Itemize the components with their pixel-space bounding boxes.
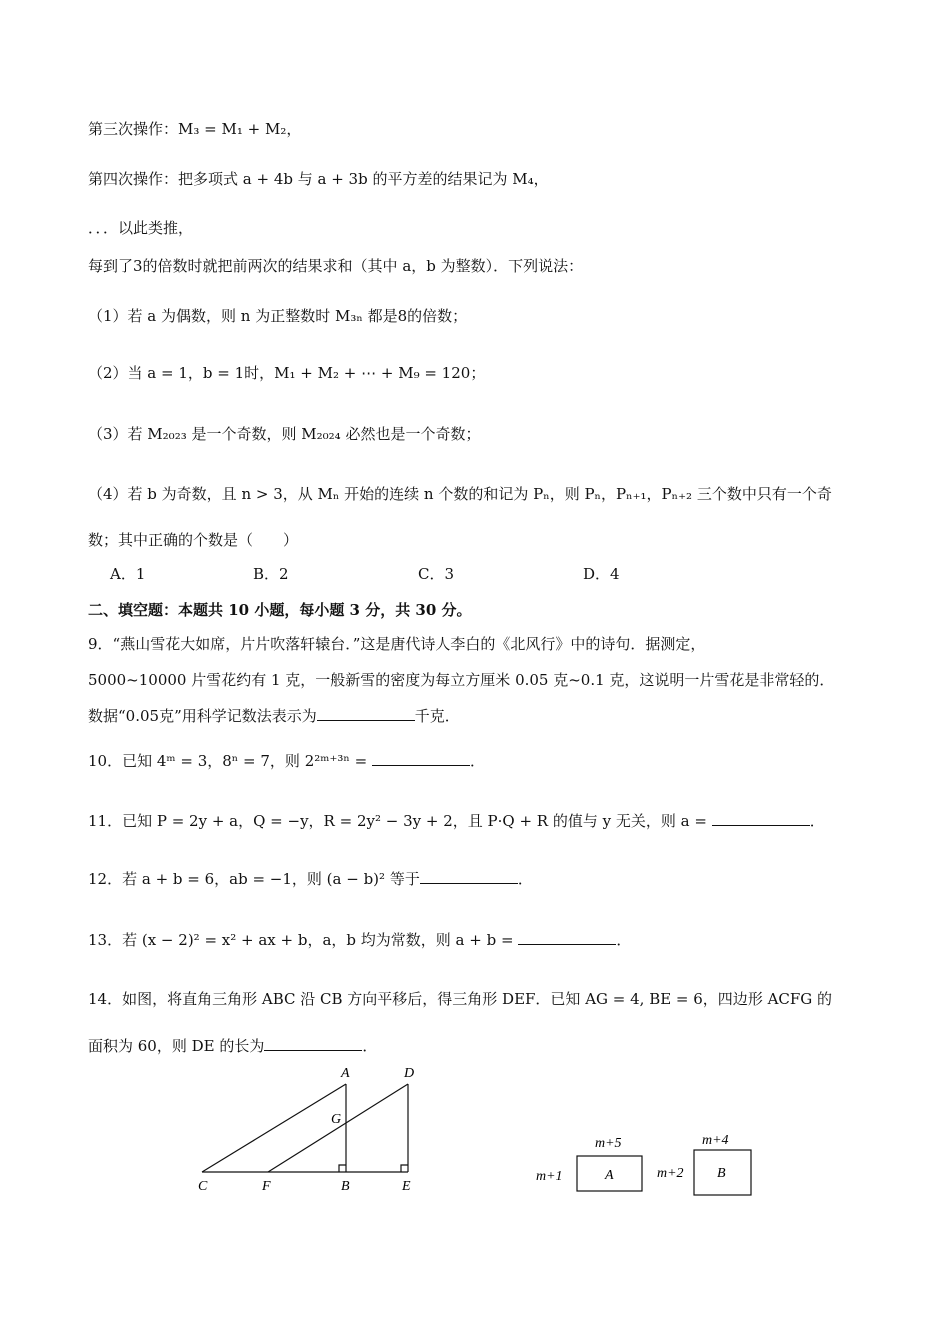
label-c: C (198, 1179, 208, 1194)
option-d: D．4 (583, 565, 620, 583)
option-b: B．2 (253, 565, 289, 583)
statement-3: （3）若 M₂₀₂₃ 是一个奇数，则 M₂₀₂₄ 必然也是一个奇数； (88, 425, 481, 443)
rect-b-center-label: B (717, 1166, 726, 1181)
line-rule: 每到了3的倍数时就把前两次的结果求和（其中 a，b 为整数）．下列说法： (88, 257, 584, 275)
q12-text: 12．若 a + b = 6，ab = −1，则 (a − b)² 等于 (88, 870, 420, 888)
segment-fd (268, 1084, 408, 1172)
statement-1: （1）若 a 为偶数，则 n 为正整数时 M₃ₙ 都是8的倍数； (88, 307, 468, 325)
q14-line-1: 14．如图，将直角三角形 ABC 沿 CB 方向平移后，得三角形 DEF．已知 AG = 4, BE = 6，四边形 ACFG 的 (88, 990, 833, 1008)
option-c: C．3 (418, 565, 455, 583)
rectangles-figure (530, 1125, 770, 1205)
q9-unit: 千克． (414, 707, 460, 725)
option-a: A．1 (110, 565, 146, 583)
q9-text: 数据“0.05克”用科学记数法表示为 (88, 707, 317, 725)
rect-a-top-label: m+5 (595, 1136, 622, 1151)
q10-end: ． (469, 752, 485, 770)
q10-text: 10．已知 4ᵐ = 3，8ⁿ = 7，则 2²ᵐ⁺³ⁿ = (88, 752, 372, 770)
section-heading: 二、填空题：本题共 10 小题，每小题 3 分，共 30 分。 (88, 601, 472, 619)
q11-answer-blank[interactable] (712, 810, 810, 826)
q10-answer-blank[interactable] (372, 750, 470, 766)
statement-4: （4）若 b 为奇数，且 n > 3，从 Mₙ 开始的连续 n 个数的和记为 Pₙ，则 Pₙ，Pₙ₊₁，Pₙ₊₂ 三个数中只有一个奇 (88, 485, 832, 503)
statement-4-cont: 数；其中正确的个数是（ ） (88, 531, 299, 549)
q14-text: 面积为 60，则 DE 的长为 (88, 1037, 265, 1055)
line-and-so-on: ．．．以此类推， (88, 219, 194, 237)
q14-end: ． (362, 1037, 378, 1055)
q11-line (88, 810, 825, 831)
right-angle-e (401, 1165, 408, 1172)
q9-answer-blank[interactable] (317, 705, 415, 721)
label-e: E (402, 1179, 411, 1194)
rect-b-top-label: m+4 (702, 1133, 729, 1148)
q9-line-1: 9．“燕山雪花大如席，片片吹落轩辕台．”这是唐代诗人李白的《北风行》中的诗句．据测定， (88, 635, 706, 653)
right-angle-b (339, 1165, 346, 1172)
q12-answer-blank[interactable] (420, 868, 518, 884)
label-b: B (341, 1179, 350, 1194)
rect-a-center-label: A (605, 1168, 614, 1183)
q9-line-2: 5000~10000 片雪花约有 1 克，一般新雪的密度为每立方厘米 0.05 克~0.1 克，这说明一片雪花是非常轻的． (88, 671, 835, 689)
q11-end: ． (809, 812, 825, 830)
label-d: D (404, 1066, 415, 1081)
q13-answer-blank[interactable] (518, 929, 616, 945)
label-a: A (341, 1066, 350, 1081)
rect-a-left-label: m+1 (536, 1169, 563, 1184)
q13-end: ． (616, 931, 632, 949)
statement-2: （2）当 a = 1，b = 1时，M₁ + M₂ + ⋯ + M₉ = 120； (88, 364, 486, 382)
line-third-operation: 第三次操作：M₃ = M₁ + M₂， (88, 120, 302, 138)
q13-text: 13．若 (x − 2)² = x² + ax + b，a，b 均为常数，则 a + b = (88, 931, 519, 949)
q10-line (88, 750, 485, 771)
q12-end: ． (517, 870, 533, 888)
label-g: G (331, 1112, 342, 1127)
triangle-figure (190, 1060, 430, 1200)
segment-ca (202, 1084, 346, 1172)
label-f: F (262, 1179, 271, 1194)
q12-line (88, 868, 533, 889)
q14-answer-blank[interactable] (264, 1035, 362, 1051)
q9-line-3 (88, 705, 460, 726)
q11-text: 11．已知 P = 2y + a，Q = −y，R = 2y² − 3y + 2，且 P·Q + R 的值与 y 无关，则 a = (88, 812, 712, 830)
q13-line (88, 929, 631, 950)
q14-line-2 (88, 1035, 377, 1056)
rect-b-left-label: m+2 (657, 1166, 684, 1181)
line-fourth-operation: 第四次操作：把多项式 a + 4b 与 a + 3b 的平方差的结果记为 M₄， (88, 170, 549, 188)
